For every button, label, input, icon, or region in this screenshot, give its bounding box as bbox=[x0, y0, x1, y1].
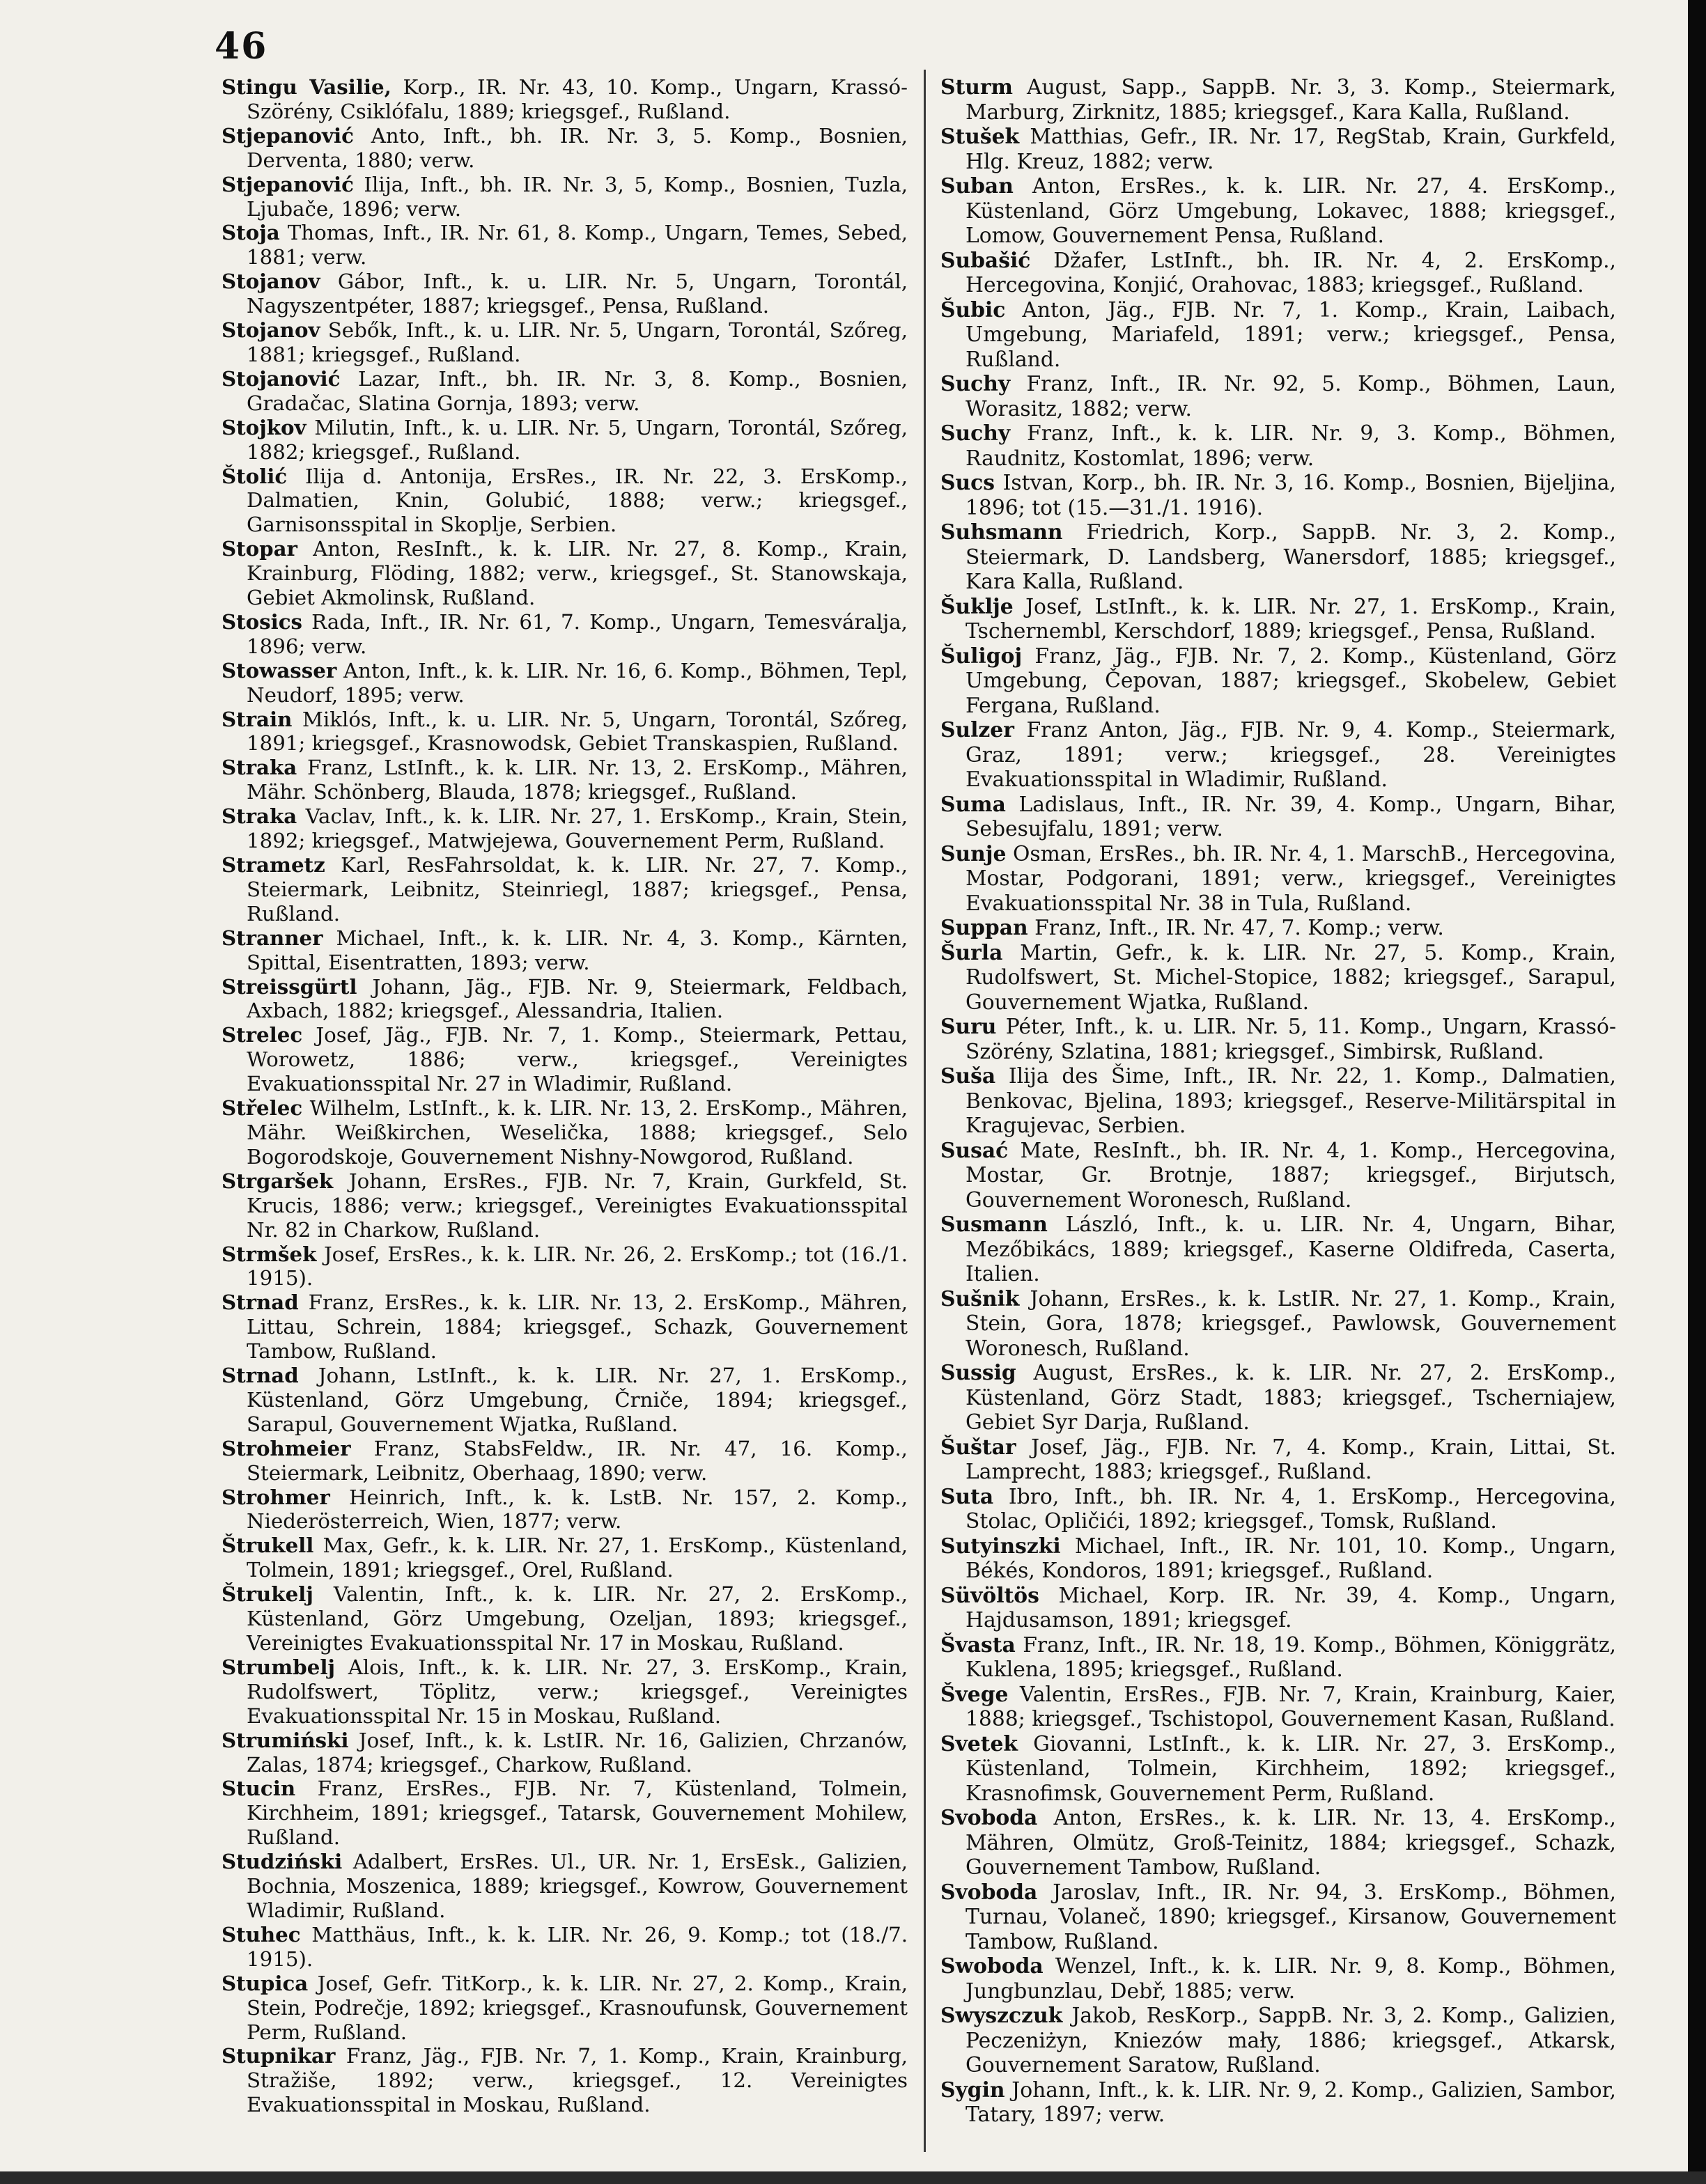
entry-surname: Štrukell bbox=[222, 1534, 314, 1558]
list-entry bbox=[222, 1242, 908, 1291]
entry-details: Ilija d. Antonija, ErsRes., IR. Nr. 22, 3. ErsKomp., Dalmatien, Knin, Golubić, 1888; verw.; kriegsgef., Garnisonsspital in Skoplje, Serbien. bbox=[247, 464, 908, 537]
entry-details: Rada, Inft., IR. Nr. 61, 7. Komp., Ungarn, Temesváralja, 1896; verw. bbox=[247, 609, 908, 658]
entry-details: Anton, ErsRes., k. k. LIR. Nr. 27, 4. ErsKomp., Küstenland, Görz Umgebung, Lokavec, 1888; kriegsgef., Lomow, Gouvernement Pensa, Rußland. bbox=[966, 174, 1616, 248]
entry-details: Lazar, Inft., bh. IR. Nr. 3, 8. Komp., Bosnien, Gradačac, Slatina Gornja, 1893; verw. bbox=[247, 366, 908, 415]
list-entry bbox=[940, 421, 1616, 471]
entry-surname: Susmann bbox=[940, 1212, 1048, 1237]
list-entry bbox=[222, 1169, 908, 1242]
entry-details: Franz Anton, Jäg., FJB. Nr. 9, 4. Komp., Steiermark, Graz, 1891; verw.; kriegsgef., 28. Vereinigtes Evakuationsspital in Wladimir, Rußland. bbox=[966, 718, 1616, 792]
entry-surname: Šuštar bbox=[940, 1435, 1016, 1460]
entry-details: Franz, ErsRes., FJB. Nr. 7, Küstenland, Tolmein, Kirchheim, 1891; kriegsgef., Tatarsk, Gouvernement Mohilew, Rußland. bbox=[247, 1777, 908, 1850]
entry-surname: Strelec bbox=[222, 1023, 303, 1047]
entry-surname: Suchy bbox=[940, 372, 1011, 396]
list-entry bbox=[222, 2044, 908, 2117]
entry-surname: Suppan bbox=[940, 916, 1028, 940]
entry-details: Michael, Inft., IR. Nr. 101, 10. Komp., Ungarn, Békés, Kondoros, 1891; kriegsgef., Rußland. bbox=[966, 1534, 1616, 1583]
entry-surname: Swoboda bbox=[940, 1954, 1044, 1979]
entry-surname: Švasta bbox=[940, 1632, 1016, 1658]
list-entry bbox=[222, 610, 908, 659]
left-column bbox=[222, 75, 908, 2117]
column-divider bbox=[924, 70, 926, 2152]
entry-surname: Strohmeier bbox=[222, 1436, 351, 1460]
entry-details: Johann, ErsRes., k. k. LstIR. Nr. 27, 1. Komp., Krain, Stein, Gora, 1878; kriegsgef., Pawlowsk, Gouvernement Woronesch, Rußland. bbox=[966, 1286, 1616, 1361]
list-entry bbox=[940, 842, 1616, 916]
entry-surname: Šubic bbox=[940, 297, 1006, 322]
list-entry bbox=[940, 471, 1616, 520]
entry-details: Franz, Inft., IR. Nr. 18, 19. Komp., Böhmen, Königgrätz, Kuklena, 1895; kriegsgef., Rußland. bbox=[966, 1632, 1616, 1682]
entry-surname: Stingu Vasilie, bbox=[222, 75, 391, 99]
entry-surname: Švege bbox=[940, 1682, 1009, 1707]
entry-details: Johann, LstInft., k. k. LIR. Nr. 27, 1. ErsKomp., Küstenland, Görz Umgebung, Črniče, 1894; kriegsgef., Sarapul, Gouvernement Wjatka, Rußland. bbox=[247, 1364, 908, 1436]
entry-surname: Štolić bbox=[222, 464, 288, 488]
list-entry bbox=[940, 1485, 1616, 1534]
entry-details: Josef, Jäg., FJB. Nr. 7, 4. Komp., Krain, Littai, St. Lamprecht, 1883; kriegsgef., Rußland. bbox=[966, 1435, 1616, 1484]
list-entry bbox=[222, 975, 908, 1024]
entry-surname: Suhsmann bbox=[940, 520, 1063, 545]
list-entry bbox=[222, 1923, 908, 1972]
list-entry bbox=[940, 1732, 1616, 1807]
list-entry bbox=[940, 249, 1616, 298]
entry-details: Heinrich, Inft., k. k. LstB. Nr. 157, 2. Komp., Niederösterreich, Wien, 1877; verw. bbox=[247, 1485, 908, 1534]
list-entry bbox=[222, 756, 908, 804]
entry-details: Franz, Jäg., FJB. Nr. 7, 1. Komp., Krain, Krainburg, Stražiše, 1892; verw., kriegsgef., 12. Vereinigtes Evakuationsspital in Moskau, Rußland. bbox=[247, 2044, 908, 2117]
list-entry bbox=[940, 1880, 1616, 1955]
entry-surname: Stojanov bbox=[222, 318, 320, 343]
entry-details: Franz, Inft., IR. Nr. 47, 7. Komp.; verw. bbox=[1028, 916, 1444, 940]
entry-details: Max, Gefr., k. k. LIR. Nr. 27, 1. ErsKomp., Küstenland, Tolmein, 1891; kriegsgef., Orel, Rußland. bbox=[247, 1534, 908, 1582]
entry-surname: Stojanov bbox=[222, 270, 320, 294]
list-entry bbox=[940, 1287, 1616, 1362]
entry-surname: Šuligoj bbox=[940, 644, 1023, 669]
entry-surname: Streissgürtl bbox=[222, 974, 357, 999]
entry-surname: Strohmer bbox=[222, 1485, 330, 1509]
right-column bbox=[940, 75, 1616, 2128]
list-entry bbox=[940, 2078, 1616, 2128]
entry-surname: Strgaršek bbox=[222, 1169, 334, 1193]
entry-details: Thomas, Inft., IR. Nr. 61, 8. Komp., Ungarn, Temes, Sebed, 1881; verw. bbox=[247, 221, 908, 270]
entry-surname: Studziński bbox=[222, 1850, 343, 1874]
entry-details: August, Sapp., SappB. Nr. 3, 3. Komp., Steiermark, Marburg, Zirknitz, 1885; kriegsgef., Kara Kalla, Rußland. bbox=[966, 75, 1616, 125]
entry-surname: Sušnik bbox=[940, 1286, 1020, 1311]
list-entry bbox=[222, 1534, 908, 1582]
entry-details: Johann, Inft., k. k. LIR. Nr. 9, 2. Komp., Galizien, Sambor, Tatary, 1897; verw. bbox=[966, 2077, 1616, 2127]
entry-surname: Sussig bbox=[940, 1361, 1016, 1385]
list-entry bbox=[222, 318, 908, 367]
list-entry bbox=[222, 1096, 908, 1169]
entry-details: Anton, ResInft., k. k. LIR. Nr. 27, 8. Komp., Krain, Krainburg, Flöding, 1882; verw., kriegsgef., St. Stanowskaja, Gebiet Akmolinsk, Rußland. bbox=[247, 537, 908, 610]
list-entry bbox=[940, 174, 1616, 249]
entry-surname: Šuklje bbox=[940, 594, 1014, 619]
entry-surname: Sutyinszki bbox=[940, 1534, 1061, 1559]
entry-details: Josef, LstInft., k. k. LIR. Nr. 27, 1. ErsKomp., Krain, Tschernembl, Kerschdorf, 1889; kriegsgef., Pensa, Rußland. bbox=[966, 594, 1616, 644]
entry-details: Franz, Inft., IR. Nr. 92, 5. Komp., Böhmen, Laun, Worasitz, 1882; verw. bbox=[966, 372, 1616, 421]
list-entry bbox=[940, 595, 1616, 644]
entry-surname: Suchy bbox=[940, 421, 1011, 446]
entry-surname: Sucs bbox=[940, 471, 995, 495]
entry-details: Vaclav, Inft., k. k. LIR. Nr. 27, 1. ErsKomp., Krain, Stein, 1892; kriegsgef., Matwjejewa, Gouvernement Perm, Rußland. bbox=[247, 804, 908, 853]
entry-details: Wenzel, Inft., k. k. LIR. Nr. 9, 8. Komp., Böhmen, Jungbunzlau, Debř, 1885; verw. bbox=[966, 1954, 1616, 2004]
entry-surname: Svoboda bbox=[940, 1880, 1038, 1905]
entry-surname: Strnad bbox=[222, 1290, 299, 1315]
entry-details: Karl, ResFahrsoldat, k. k. LIR. Nr. 27, 7. Komp., Steiermark, Leibnitz, Steinriegl, 1887; kriegsgef., Pensa, Rußland. bbox=[247, 853, 908, 926]
entry-details: Sebők, Inft., k. u. LIR. Nr. 5, Ungarn, Torontál, Szőreg, 1881; kriegsgef., Rußland. bbox=[247, 318, 908, 366]
list-entry bbox=[222, 1437, 908, 1485]
entry-surname: Stuhec bbox=[222, 1922, 301, 1947]
list-entry bbox=[222, 659, 908, 708]
list-entry bbox=[940, 1361, 1616, 1435]
entry-details: Korp., IR. Nr. 43, 10. Komp., Ungarn, Krassó-Szörény, Csiklófalu, 1889; kriegsgef., Rußland. bbox=[247, 75, 908, 123]
entry-surname: Střelec bbox=[222, 1096, 303, 1121]
entry-surname: Subašić bbox=[940, 248, 1031, 273]
entry-details: Michael, Inft., k. k. LIR. Nr. 4, 3. Komp., Kärnten, Spittal, Eisentratten, 1893; verw. bbox=[247, 926, 908, 974]
list-entry bbox=[222, 270, 908, 318]
entry-details: Johann, Jäg., FJB. Nr. 9, Steiermark, Feldbach, Axbach, 1882; kriegsgef., Alessandria, Italien. bbox=[247, 974, 908, 1023]
list-entry bbox=[940, 941, 1616, 1015]
entry-details: Franz, Jäg., FJB. Nr. 7, 2. Komp., Küstenland, Görz Umgebung, Čepovan, 1887; kriegsgef., Skobelew, Gebiet Fergana, Rußland. bbox=[966, 644, 1616, 718]
entry-surname: Susać bbox=[940, 1138, 1009, 1163]
entry-surname: Stušek bbox=[940, 125, 1020, 149]
list-entry bbox=[940, 372, 1616, 421]
list-entry bbox=[222, 465, 908, 538]
entry-surname: Stowasser bbox=[222, 658, 337, 682]
entry-surname: Suša bbox=[940, 1064, 996, 1089]
entry-details: August, ErsRes., k. k. LIR. Nr. 27, 2. ErsKomp., Küstenland, Görz Stadt, 1883; kriegsgef., Tscherniajew, Gebiet Syr Darja, Rußland. bbox=[966, 1361, 1616, 1435]
list-entry bbox=[222, 1729, 908, 1777]
entry-details: Jakob, ResKorp., SappB. Nr. 3, 2. Komp., Galizien, Peczeniżyn, Kniezów mały, 1886; kriegsgef., Atkarsk, Gouvernement Saratow, Rußland. bbox=[966, 2004, 1616, 2077]
scan-edge-bottom bbox=[0, 2171, 1706, 2184]
list-entry bbox=[222, 1023, 908, 1096]
list-entry bbox=[222, 926, 908, 975]
entry-details: Adalbert, ErsRes. Ul., UR. Nr. 1, ErsEsk., Galizien, Bochnia, Moszenica, 1889; kriegsgef., Kowrow, Gouvernement Wladimir, Rußland. bbox=[247, 1850, 908, 1922]
entry-surname: Sulzer bbox=[940, 718, 1014, 742]
entry-details: Friedrich, Korp., SappB. Nr. 3, 2. Komp., Steiermark, D. Landsberg, Wanersdorf, 1885; kriegsgef., Kara Kalla, Rußland. bbox=[966, 520, 1616, 594]
list-entry bbox=[940, 1015, 1616, 1064]
list-entry bbox=[222, 367, 908, 416]
list-entry bbox=[940, 793, 1616, 842]
entry-surname: Sunje bbox=[940, 841, 1007, 866]
entry-surname: Stucin bbox=[222, 1777, 296, 1801]
entry-surname: Šurla bbox=[940, 940, 1003, 965]
entry-surname: Svoboda bbox=[940, 1806, 1038, 1830]
entry-details: László, Inft., k. u. LIR. Nr. 4, Ungarn, Bihar, Mezőbikács, 1889; kriegsgef., Kaserne Oldifreda, Caserta, Italien. bbox=[966, 1212, 1616, 1286]
entry-details: Osman, ErsRes., bh. IR. Nr. 4, 1. MarschB., Hercegovina, Mostar, Podgorani, 1891; verw., kriegsgef., Vereinigtes Evakuationsspital Nr. 38 in Tula, Rußland. bbox=[966, 841, 1616, 916]
list-entry bbox=[940, 644, 1616, 719]
list-entry bbox=[222, 708, 908, 756]
list-entry bbox=[940, 1633, 1616, 1683]
entry-details: Mate, ResInft., bh. IR. Nr. 4, 1. Komp., Hercegovina, Mostar, Gr. Brotnje, 1887; kriegsgef., Birjutsch, Gouvernement Woronesch, Rußland. bbox=[966, 1138, 1616, 1212]
scan-edge-right bbox=[1688, 0, 1706, 2184]
list-entry bbox=[940, 125, 1616, 174]
list-entry bbox=[940, 520, 1616, 595]
entry-surname: Strametz bbox=[222, 853, 325, 877]
list-entry bbox=[222, 1850, 908, 1923]
entry-surname: Swyszczuk bbox=[940, 2004, 1063, 2028]
entry-surname: Stosics bbox=[222, 609, 303, 634]
entry-details: Josef, Inft., k. k. LstIR. Nr. 16, Galizien, Chrzanów, Zalas, 1874; kriegsgef., Charkow, Rußland. bbox=[247, 1728, 908, 1777]
entry-details: Josef, Gefr. TitKorp., k. k. LIR. Nr. 27, 2. Komp., Krain, Stein, Podrečje, 1892; kriegsgef., Krasnoufunsk, Gouvernement Perm, Rußland. bbox=[247, 1971, 908, 2044]
entry-surname: Stjepanović bbox=[222, 123, 354, 148]
entry-details: Matthias, Gefr., IR. Nr. 17, RegStab, Krain, Gurkfeld, Hlg. Kreuz, 1882; verw. bbox=[966, 125, 1616, 174]
list-entry bbox=[940, 75, 1616, 125]
list-entry bbox=[222, 853, 908, 926]
entry-details: Johann, ErsRes., FJB. Nr. 7, Krain, Gurkfeld, St. Krucis, 1886; verw.; kriegsgef., Vereinigtes Evakuationsspital Nr. 82 in Charkow, Rußland. bbox=[247, 1169, 908, 1242]
entry-details: Anto, Inft., bh. IR. Nr. 3, 5. Komp., Bosnien, Derventa, 1880; verw. bbox=[247, 123, 908, 172]
list-entry bbox=[222, 221, 908, 270]
entry-surname: Stjepanović bbox=[222, 172, 354, 196]
entry-details: Ilija des Šime, Inft., IR. Nr. 22, 1. Komp., Dalmatien, Benkovac, Bjelina, 1893; kriegsgef., Reserve-Militärspital in Kragujevac, Serbien. bbox=[966, 1064, 1616, 1138]
entry-details: Michael, Korp. IR. Nr. 39, 4. Komp., Ungarn, Hajdusamson, 1891; kriegsgef. bbox=[966, 1583, 1616, 1632]
entry-details: Ladislaus, Inft., IR. Nr. 39, 4. Komp., Ungarn, Bihar, Sebesujfalu, 1891; verw. bbox=[966, 792, 1616, 841]
list-entry bbox=[222, 804, 908, 853]
list-entry bbox=[940, 916, 1616, 941]
entry-surname: Suta bbox=[940, 1484, 994, 1509]
list-entry bbox=[940, 1534, 1616, 1584]
list-entry bbox=[222, 1972, 908, 2045]
entry-surname: Strain bbox=[222, 707, 293, 731]
list-entry bbox=[940, 298, 1616, 373]
list-entry bbox=[940, 1064, 1616, 1139]
entry-surname: Štrukelj bbox=[222, 1582, 313, 1607]
list-entry bbox=[222, 75, 908, 124]
list-entry bbox=[940, 718, 1616, 793]
list-entry bbox=[222, 1777, 908, 1850]
entry-details: Miklós, Inft., k. u. LIR. Nr. 5, Ungarn, Torontál, Szőreg, 1891; kriegsgef., Krasnowodsk, Gebiet Transkaspien, Rußland. bbox=[247, 707, 908, 756]
entry-surname: Strumiński bbox=[222, 1728, 349, 1752]
page-number: 46 bbox=[215, 25, 268, 68]
list-entry bbox=[940, 1435, 1616, 1485]
entry-details: Valentin, ErsRes., FJB. Nr. 7, Krain, Krainburg, Kaier, 1888; kriegsgef., Tschistopol, Gouvernement Kasan, Rußland. bbox=[966, 1682, 1616, 1731]
entry-details: Anton, ErsRes., k. k. LIR. Nr. 13, 4. ErsKomp., Mähren, Olmütz, Groß-Teinitz, 1884; kriegsgef., Schazk, Gouvernement Tambow, Rußland. bbox=[966, 1806, 1616, 1880]
entry-surname: Stojkov bbox=[222, 415, 307, 439]
list-entry bbox=[222, 416, 908, 465]
entry-surname: Stranner bbox=[222, 926, 323, 950]
entry-surname: Stupnikar bbox=[222, 2044, 336, 2068]
list-entry bbox=[222, 124, 908, 173]
entry-details: Anton, Jäg., FJB. Nr. 7, 1. Komp., Krain, Laibach, Umgebung, Mariafeld, 1891; verw.; kriegsgef., Pensa, Rußland. bbox=[966, 297, 1616, 372]
entry-surname: Strumbelj bbox=[222, 1655, 336, 1679]
entry-details: Franz, StabsFeldw., IR. Nr. 47, 16. Komp., Steiermark, Leibnitz, Oberhaag, 1890; verw. bbox=[247, 1436, 908, 1485]
list-entry bbox=[222, 1655, 908, 1729]
entry-surname: Stupica bbox=[222, 1971, 309, 1995]
list-entry bbox=[222, 173, 908, 221]
entry-details: Ilija, Inft., bh. IR. Nr. 3, 5, Komp., Bosnien, Tuzla, Ljubače, 1896; verw. bbox=[247, 172, 908, 221]
list-entry bbox=[940, 1683, 1616, 1732]
entry-details: Franz, Inft., k. k. LIR. Nr. 9, 3. Komp., Böhmen, Raudnitz, Kostomlat, 1896; verw. bbox=[966, 421, 1616, 471]
entry-details: Matthäus, Inft., k. k. LIR. Nr. 26, 9. Komp.; tot (18./7. 1915). bbox=[247, 1922, 908, 1971]
entry-surname: Stojanović bbox=[222, 366, 341, 391]
list-entry bbox=[222, 1485, 908, 1534]
entry-details: Giovanni, LstInft., k. k. LIR. Nr. 27, 3. ErsKomp., Küstenland, Tolmein, Kirchheim, 1892; kriegsgef., Krasnofimsk, Gouvernement Perm, Rußland. bbox=[966, 1731, 1616, 1806]
entry-details: Milutin, Inft., k. u. LIR. Nr. 5, Ungarn, Torontál, Szőreg, 1882; kriegsgef., Rußland. bbox=[247, 415, 908, 464]
entry-surname: Straka bbox=[222, 804, 297, 829]
entry-surname: Strnad bbox=[222, 1364, 299, 1388]
entry-details: Josef, Jäg., FJB. Nr. 7, 1. Komp., Steiermark, Pettau, Worowetz, 1886; verw., kriegsgef., Vereinigtes Evakuationsspital Nr. 27 in Wladimir, Rußland. bbox=[247, 1023, 908, 1096]
entry-surname: Süvöltös bbox=[940, 1583, 1039, 1608]
list-entry bbox=[940, 1954, 1616, 2004]
list-entry bbox=[222, 1364, 908, 1437]
entry-details: Anton, Inft., k. k. LIR. Nr. 16, 6. Komp., Böhmen, Tepl, Neudorf, 1895; verw. bbox=[247, 658, 908, 707]
entry-details: Alois, Inft., k. k. LIR. Nr. 27, 3. ErsKomp., Krain, Rudolfswert, Töplitz, verw.; kriegsgef., Vereinigtes Evakuationsspital Nr. 15 in Moskau, Rußland. bbox=[247, 1655, 908, 1728]
list-entry bbox=[940, 1584, 1616, 1633]
entry-details: Franz, ErsRes., k. k. LIR. Nr. 13, 2. ErsKomp., Mähren, Littau, Schrein, 1884; kriegsgef., Schazk, Gouvernement Tambow, Rußland. bbox=[247, 1290, 908, 1364]
entry-details: Istvan, Korp., bh. IR. Nr. 3, 16. Komp., Bosnien, Bijeljina, 1896; tot (15.—31./1. 1916). bbox=[966, 471, 1616, 520]
entry-details: Péter, Inft., k. u. LIR. Nr. 5, 11. Komp., Ungarn, Krassó-Szörény, Szlatina, 1881; kriegsgef., Simbirsk, Rußland. bbox=[966, 1015, 1616, 1064]
entry-surname: Suru bbox=[940, 1015, 997, 1039]
list-entry bbox=[222, 1582, 908, 1655]
list-entry bbox=[940, 1212, 1616, 1287]
entry-details: Franz, LstInft., k. k. LIR. Nr. 13, 2. ErsKomp., Mähren, Mähr. Schönberg, Blauda, 1878; kriegsgef., Rußland. bbox=[247, 756, 908, 804]
entry-surname: Stoja bbox=[222, 221, 280, 245]
entry-surname: Suma bbox=[940, 792, 1006, 817]
entry-surname: Stopar bbox=[222, 537, 297, 561]
list-entry bbox=[940, 1806, 1616, 1880]
list-entry bbox=[940, 1139, 1616, 1213]
entry-details: Ibro, Inft., bh. IR. Nr. 4, 1. ErsKomp., Hercegovina, Stolac, Opličići, 1892; kriegsgef., Tomsk, Rußland. bbox=[966, 1484, 1616, 1534]
entry-details: Valentin, Inft., k. k. LIR. Nr. 27, 2. ErsKomp., Küstenland, Görz Umgebung, Ozeljan, 1893; kriegsgef., Vereinigtes Evakuationsspital Nr. 17 in Moskau, Rußland. bbox=[247, 1582, 908, 1655]
entry-surname: Straka bbox=[222, 756, 297, 780]
entry-surname: Suban bbox=[940, 174, 1014, 198]
entry-details: Josef, ErsRes., k. k. LIR. Nr. 26, 2. ErsKomp.; tot (16./1. 1915). bbox=[247, 1242, 908, 1290]
list-entry bbox=[222, 537, 908, 610]
entry-details: Martin, Gefr., k. k. LIR. Nr. 27, 5. Komp., Krain, Rudolfswert, St. Michel-Stopice, 1882; kriegsgef., Sarapul, Gouvernement Wjatka, Rußland. bbox=[966, 940, 1616, 1015]
entry-surname: Sturm bbox=[940, 75, 1014, 100]
list-entry bbox=[940, 2004, 1616, 2078]
entry-details: Gábor, Inft., k. u. LIR. Nr. 5, Ungarn, Torontál, Nagyszentpéter, 1887; kriegsgef., Pensa, Rußland. bbox=[247, 270, 908, 318]
entry-surname: Strmšek bbox=[222, 1242, 317, 1266]
list-entry bbox=[222, 1290, 908, 1364]
entry-surname: Sygin bbox=[940, 2077, 1005, 2103]
entry-details: Džafer, LstInft., bh. IR. Nr. 4, 2. ErsKomp., Hercegovina, Konjić, Orahovac, 1883; kriegsgef., Rußland. bbox=[966, 248, 1616, 297]
entry-surname: Svetek bbox=[940, 1731, 1018, 1756]
entry-details: Jaroslav, Inft., IR. Nr. 94, 3. ErsKomp., Böhmen, Turnau, Volaneč, 1890; kriegsgef., Kirsanow, Gouvernement Tambow, Rußland. bbox=[966, 1880, 1616, 1954]
entry-details: Wilhelm, LstInft., k. k. LIR. Nr. 13, 2. ErsKomp., Mähren, Mähr. Weißkirchen, Weselička, 1888; kriegsgef., Selo Bogorodskoje, Gouvernement Nishny-Nowgorod, Rußland. bbox=[247, 1096, 908, 1169]
